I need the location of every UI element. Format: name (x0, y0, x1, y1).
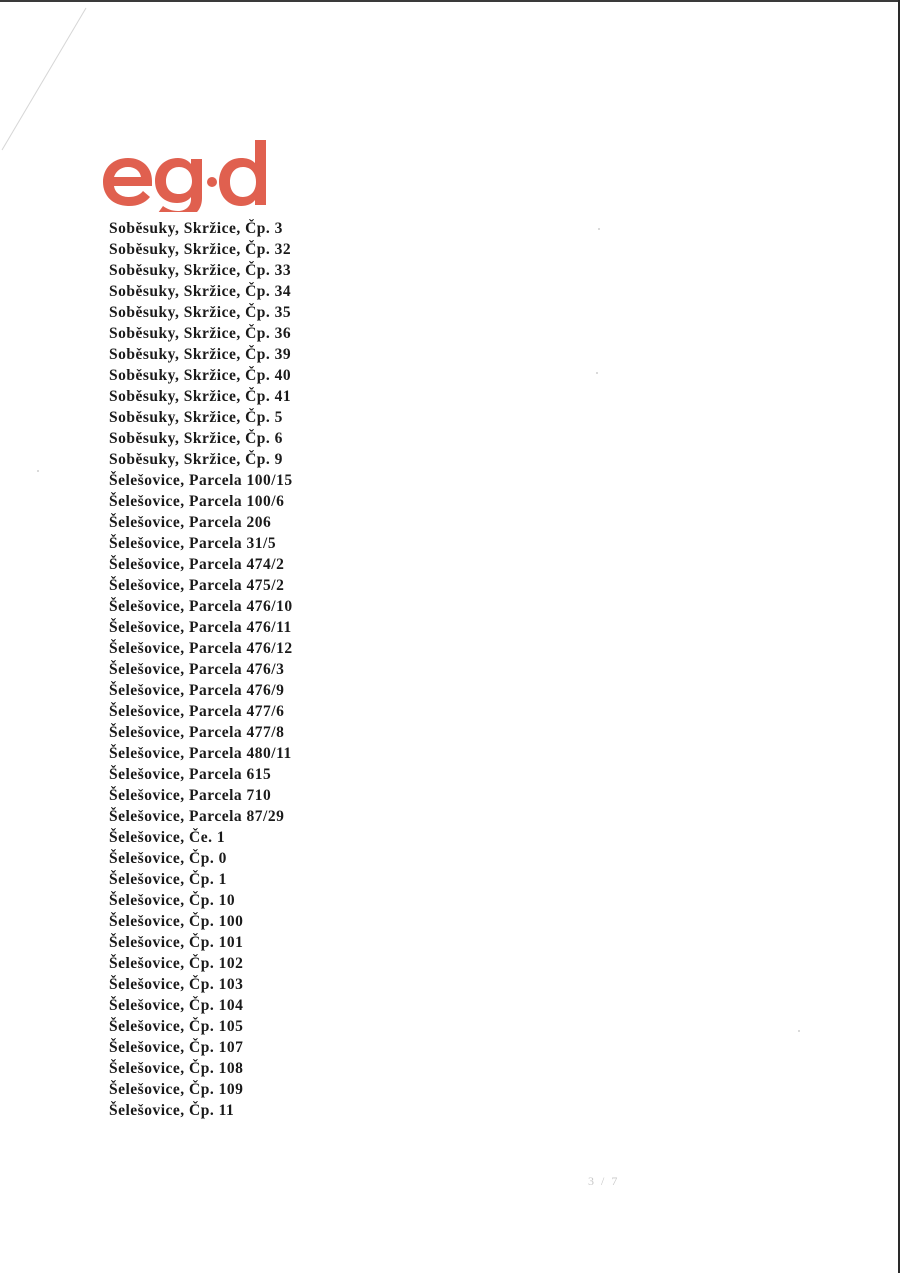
address-item: Šelešovice, Čp. 103 (109, 976, 244, 993)
address-item: Soběsuky, Skržice, Čp. 3 (109, 220, 283, 237)
address-item: Šelešovice, Čp. 10 (109, 892, 236, 909)
address-item: Soběsuky, Skržice, Čp. 6 (109, 430, 283, 447)
address-item: Šelešovice, Parcela 100/15 (109, 472, 293, 489)
address-item: Šelešovice, Čp. 0 (109, 850, 227, 867)
address-item: Šelešovice, Čp. 1 (109, 871, 227, 888)
address-item: Šelešovice, Čp. 105 (109, 1018, 244, 1035)
address-item: Šelešovice, Čp. 107 (109, 1039, 244, 1056)
scan-speck (798, 1030, 800, 1032)
address-item: Soběsuky, Skržice, Čp. 34 (109, 283, 292, 300)
address-item: Šelešovice, Parcela 477/8 (109, 724, 285, 741)
address-item: Šelešovice, Čp. 11 (109, 1102, 235, 1119)
scan-speck (596, 372, 598, 374)
address-item: Šelešovice, Čp. 109 (109, 1081, 244, 1098)
address-item: Soběsuky, Skržice, Čp. 5 (109, 409, 283, 426)
address-item: Šelešovice, Parcela 87/29 (109, 808, 285, 825)
egd-logo (100, 122, 270, 212)
address-item: Šelešovice, Parcela 206 (109, 514, 272, 531)
scan-speck (37, 470, 39, 472)
address-item: Šelešovice, Čp. 101 (109, 934, 244, 951)
address-item: Šelešovice, Parcela 475/2 (109, 577, 285, 594)
address-item: Soběsuky, Skržice, Čp. 33 (109, 262, 292, 279)
address-item: Soběsuky, Skržice, Čp. 32 (109, 241, 292, 258)
address-item: Soběsuky, Skržice, Čp. 9 (109, 451, 283, 468)
address-item: Soběsuky, Skržice, Čp. 36 (109, 325, 292, 342)
address-item: Šelešovice, Parcela 480/11 (109, 745, 292, 762)
address-list (109, 218, 293, 1121)
address-item: Šelešovice, Čp. 100 (109, 913, 244, 930)
address-item: Šelešovice, Parcela 477/6 (109, 703, 285, 720)
address-item: Šelešovice, Parcela 100/6 (109, 493, 285, 510)
address-item: Šelešovice, Parcela 31/5 (109, 535, 277, 552)
address-item: Šelešovice, Parcela 476/3 (109, 661, 285, 678)
address-item: Šelešovice, Čp. 104 (109, 997, 244, 1014)
address-item: Šelešovice, Čp. 102 (109, 955, 244, 972)
scan-speck (598, 228, 600, 230)
address-item: Soběsuky, Skržice, Čp. 40 (109, 367, 292, 384)
address-item: Šelešovice, Parcela 476/12 (109, 640, 293, 657)
address-item: Šelešovice, Čp. 108 (109, 1060, 244, 1077)
address-item: Soběsuky, Skržice, Čp. 39 (109, 346, 292, 363)
address-item: Šelešovice, Parcela 615 (109, 766, 272, 783)
address-item: Šelešovice, Parcela 476/9 (109, 682, 285, 699)
address-item: Šelešovice, Parcela 710 (109, 787, 272, 804)
address-item: Šelešovice, Če. 1 (109, 829, 226, 846)
address-item: Šelešovice, Parcela 474/2 (109, 556, 285, 573)
scan-top-edge (0, 0, 900, 2)
address-item: Soběsuky, Skržice, Čp. 35 (109, 304, 292, 321)
page-number: 3 / 7 (588, 1174, 620, 1188)
address-item: Šelešovice, Parcela 476/10 (109, 598, 293, 615)
address-item: Šelešovice, Parcela 476/11 (109, 619, 292, 636)
address-item: Soběsuky, Skržice, Čp. 41 (109, 388, 292, 405)
